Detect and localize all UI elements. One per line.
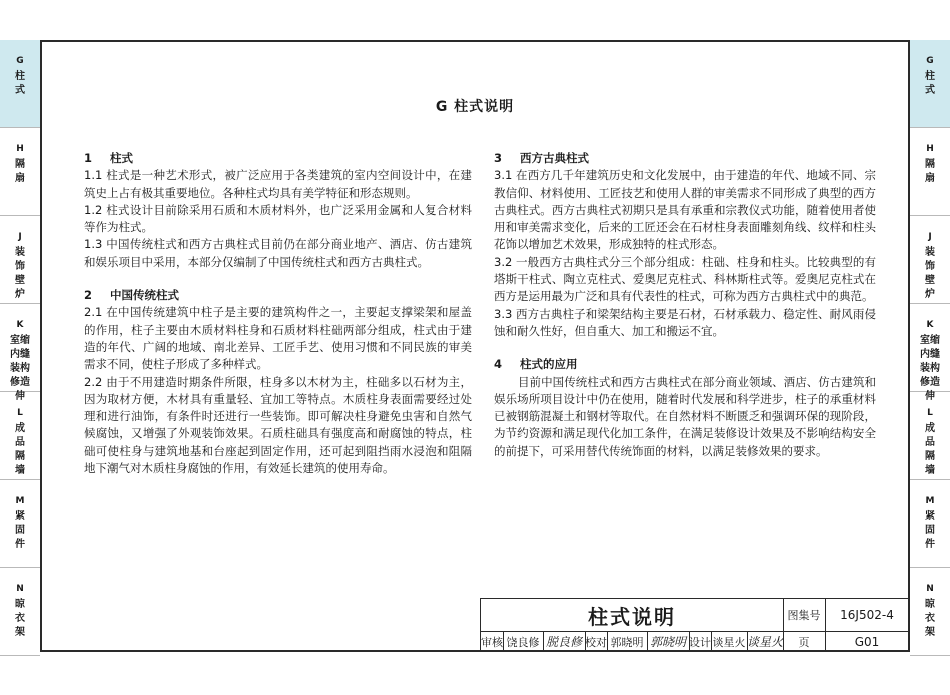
section-1-number: 1 bbox=[84, 151, 93, 165]
section-3-title: 西方古典柱式 bbox=[520, 151, 589, 165]
section-1-title: 柱式 bbox=[110, 151, 133, 165]
side-tab-label: 柱 式 bbox=[15, 71, 25, 96]
side-tab-letter: H bbox=[926, 144, 934, 154]
side-tab-label: 隔 扇 bbox=[925, 159, 935, 184]
side-tab-n[interactable] bbox=[910, 568, 950, 656]
paragraph-1-1: 1.1 柱式是一种艺术形式，被广泛应用于各类建筑的室内空间设计中，在建筑史上占有极其重要地位。各种柱式均具有美学特征和形态规则。 bbox=[84, 168, 472, 200]
side-tab-letter: M bbox=[925, 496, 935, 506]
right-column bbox=[494, 150, 876, 460]
side-tab-j[interactable] bbox=[0, 216, 40, 304]
side-tab-l[interactable] bbox=[910, 392, 950, 480]
side-tab-letter: M bbox=[15, 496, 25, 506]
paragraph-2-1: 2.1 在中国传统建筑中柱子是主要的建筑构件之一，主要起支撑梁架和屋盖的作用，柱子主要由木质材料柱身和石质材料柱础两部分组成，柱式由于建造的年代、广阔的地域、南北差异、工匠手艺、使用习惯和不同民族的审美需求不同，使柱子形成了多种样式。 bbox=[84, 305, 472, 372]
section-4-title: 柱式的应用 bbox=[520, 357, 578, 372]
side-tab-h[interactable] bbox=[0, 128, 40, 216]
side-tab-letter: L bbox=[927, 408, 933, 418]
side-tab-letter: N bbox=[926, 584, 934, 594]
atlas-number: 16J502-4 bbox=[840, 608, 894, 622]
page-label: 页 bbox=[798, 635, 810, 649]
side-tab-letter: K bbox=[926, 320, 934, 330]
side-tab-label: 成 品 隔 墙 bbox=[15, 423, 25, 476]
side-tab-label: 装 饰 壁 炉 bbox=[15, 247, 25, 300]
side-tab-j[interactable] bbox=[910, 216, 950, 304]
reviewer-name: 饶良修 bbox=[506, 635, 540, 649]
review-label: 审核 bbox=[481, 635, 503, 649]
side-tab-letter: G bbox=[926, 56, 934, 66]
section-2-title: 中国传统柱式 bbox=[110, 288, 179, 303]
section-4-number: 4 bbox=[494, 357, 503, 372]
side-tab-label: 晾 衣 架 bbox=[15, 599, 25, 638]
reviewer-signature: 脱良修 bbox=[545, 635, 582, 649]
drawing-name: 柱式说明 bbox=[481, 599, 783, 632]
paragraph-1-3: 1.3 中国传统柱式和西方古典柱式目前仍在部分商业地产、酒店、仿古建筑和娱乐项目中采用，本部分仅编制了中国传统柱式和西方古典柱式。 bbox=[84, 237, 472, 269]
side-tab-letter: J bbox=[928, 232, 932, 242]
section-4-heading bbox=[494, 356, 876, 373]
side-tab-h[interactable] bbox=[910, 128, 950, 216]
designer-signature: 谈星火 bbox=[747, 635, 784, 649]
paragraph-4: 目前中国传统柱式和西方古典柱式在部分商业领域、酒店、仿古建筑和娱乐场所项目设计中仍在使用，随着时代发展和科学进步，柱子的承重材料已被钢筋混凝土和钢材等取代。在自然材料不断匮乏和强调环保的现阶段，为节约资源和满足现代化加工条件，在满足装修设计效果及不影响结构安全的前提下，可采用替代传统饰面的材料，以满足装修效果的要求。 bbox=[494, 374, 876, 458]
side-tab-letter: N bbox=[16, 584, 24, 594]
section-2-heading bbox=[84, 287, 472, 304]
side-tab-label: 成 品 隔 墙 bbox=[925, 423, 935, 476]
atlas-label: 图集号 bbox=[787, 609, 821, 622]
side-tab-label: 晾 衣 架 bbox=[925, 599, 935, 638]
paragraph-3-2: 3.2 一般西方古典柱式分三个部分组成：柱础、柱身和柱头。比较典型的有塔斯干柱式、陶立克柱式、爱奥尼克柱式、科林斯柱式等。爱奥尼克柱式在西方是运用最为广泛和具有代表性的柱式，可称为西方古典柱式中的典范。 bbox=[494, 254, 876, 304]
side-tab-letter: H bbox=[16, 144, 24, 154]
side-tab-label: 柱 式 bbox=[925, 71, 935, 96]
side-tab-letter: G bbox=[16, 56, 24, 66]
section-3-heading bbox=[494, 150, 876, 167]
designer-name: 谈星火 bbox=[712, 635, 746, 649]
paragraph-3-1: 3.1 在西方几千年建筑历史和文化发展中，由于建造的年代、地域不同、宗教信仰、材料使用、工匠技艺和使用人群的审美需求不同形成了典型的西方古典柱式。西方古典柱式初期只是具有承重和宗教仪式功能，随着使用者使用和审美需求变化，后来的工匠还会在石材柱身表面雕刻角线、纹样和柱头花饰以增加艺术效果，形成独特的柱式形态。 bbox=[494, 168, 876, 252]
page-title: G 柱式说明 bbox=[435, 99, 515, 115]
side-tab-k[interactable] bbox=[0, 304, 40, 402]
side-tab-label: 隔 扇 bbox=[15, 159, 25, 184]
side-tab-label: 室缩 内缝 装构 修造 伸 bbox=[10, 335, 30, 402]
checker-signature: 郭晓明 bbox=[649, 635, 686, 649]
side-tab-n[interactable] bbox=[0, 568, 40, 656]
section-1-heading bbox=[84, 150, 472, 167]
side-tab-label: 室缩 内缝 装构 修造 伸 bbox=[920, 335, 940, 402]
side-tab-label: 紧 固 件 bbox=[15, 511, 25, 550]
side-tab-letter: K bbox=[16, 320, 24, 330]
side-tab-m[interactable] bbox=[0, 480, 40, 568]
checker-name: 郭晓明 bbox=[610, 635, 644, 649]
section-3-number: 3 bbox=[494, 151, 503, 165]
side-tab-label: 紧 固 件 bbox=[925, 511, 935, 550]
side-tab-label: 装 饰 壁 炉 bbox=[925, 247, 935, 300]
design-label: 设计 bbox=[689, 635, 711, 649]
side-tab-k[interactable] bbox=[910, 304, 950, 402]
left-column bbox=[84, 150, 472, 477]
side-tab-m[interactable] bbox=[910, 480, 950, 568]
side-tab-letter: L bbox=[17, 408, 23, 418]
paragraph-3-3: 3.3 西方古典柱子和梁架结构主要是石材，石材承载力、稳定性、耐风雨侵蚀和耐久性好，但自重大、加工和搬运不宜。 bbox=[494, 306, 876, 338]
side-tab-l[interactable] bbox=[0, 392, 40, 480]
side-tab-letter: J bbox=[18, 232, 22, 242]
section-2-number: 2 bbox=[84, 288, 93, 303]
paragraph-1-2: 1.2 柱式设计目前除采用石质和木质材料外，也广泛采用金属和人复合材料等作为柱式。 bbox=[84, 202, 472, 235]
title-block bbox=[480, 598, 908, 652]
page-number: G01 bbox=[854, 634, 880, 649]
check-label: 校对 bbox=[585, 635, 607, 649]
paragraph-2-2: 2.2 由于不用建造时期条件所限，柱身多以木材为主，柱础多以石材为主，因为取材方便，木材具有重量轻、宜加工等特点。木质柱身表面需要经过处理和进行油饰，有条件时还进行一些装饰。即可解决柱身避免虫害和自然气候腐蚀，又增强了外观装饰效果。石质柱础具有强度高和耐腐蚀的特点，柱础可使柱身与建筑地基和台座起到固定作用，还可起到阻挡雨水浸泡和阻隔地下潮气对木质柱身腐蚀的作用，有效延长建筑的使用寿命。 bbox=[84, 374, 472, 476]
